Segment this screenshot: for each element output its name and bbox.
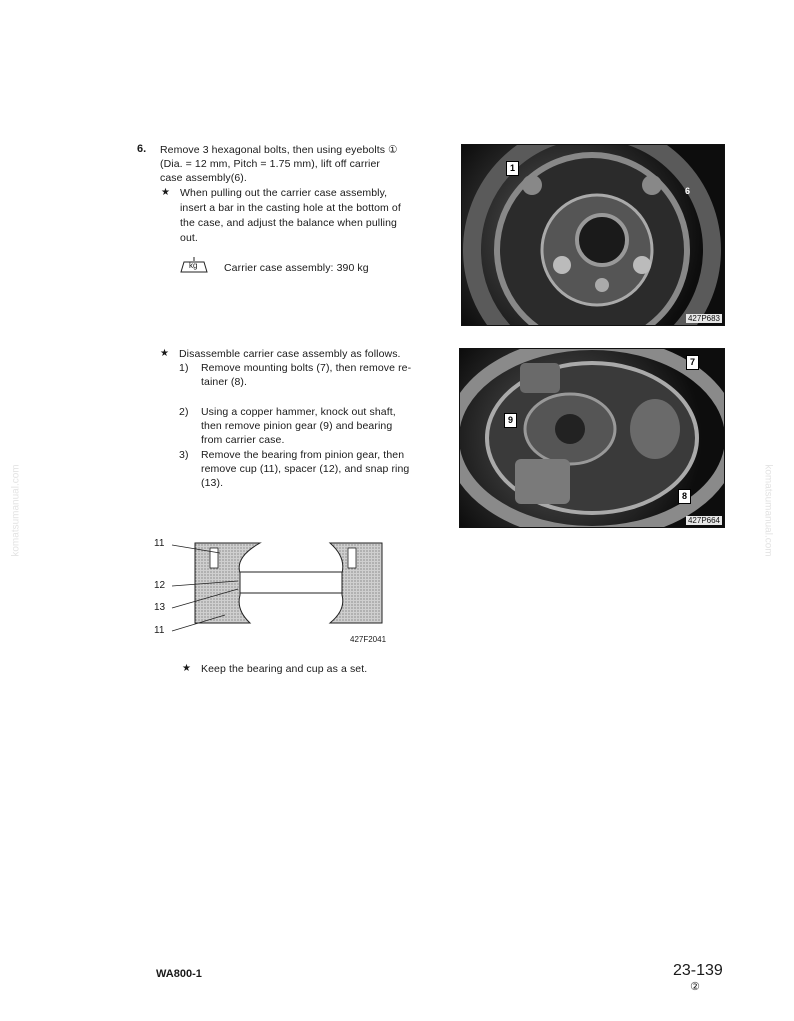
step-6-note-line-2: insert a bar in the casting hole at the bottom of <box>180 202 401 214</box>
pinion-gear-photo <box>459 348 725 528</box>
diagram-label-cup-bottom: 11 <box>154 625 165 636</box>
callout-bolts-7: 7 <box>686 355 699 370</box>
step-1-number: 1) <box>179 362 189 374</box>
step-3-line-2: remove cup (11), spacer (12), and snap ring <box>201 463 410 475</box>
step-6-note-line-3: the case, and adjust the balance when pulling <box>180 217 397 229</box>
photo-2-code: 427P664 <box>687 516 720 525</box>
diagram-label-cup-top: 11 <box>154 538 165 549</box>
callout-carrier-6: 6 <box>684 186 690 196</box>
diagram-label-spacer: 12 <box>154 580 166 591</box>
step-6-line-3: case assembly(6). <box>160 172 247 184</box>
step-6-note-line-1: When pulling out the carrier case assembly, <box>180 187 388 199</box>
watermark-left: komatsumanual.com <box>10 464 22 557</box>
step-1-line-2: tainer (8). <box>201 376 248 388</box>
footer-page-number: 23-139 <box>673 962 723 979</box>
footer-revision: ② <box>690 981 700 993</box>
step-2-line-1: Using a copper hammer, knock out shaft, <box>201 406 396 418</box>
callout-eyebolt-1: 1 <box>506 161 519 176</box>
step-3-number: 3) <box>179 449 189 461</box>
callout-retainer-8: 8 <box>678 489 691 504</box>
diagram-code: 427F2041 <box>350 635 387 644</box>
footer-model: WA800-1 <box>156 968 202 980</box>
step-3-line-1: Remove the bearing from pinion gear, then <box>201 449 405 461</box>
carrier-case-photo <box>461 144 725 326</box>
step-6-note-star: ★ <box>161 187 170 198</box>
step-2-line-3: from carrier case. <box>201 434 285 446</box>
step-2-number: 2) <box>179 406 189 418</box>
diagram-label-snap-ring: 13 <box>154 602 166 613</box>
keep-note-text: Keep the bearing and cup as a set. <box>201 663 368 675</box>
bearing-diagram <box>150 535 420 650</box>
step-3-line-3: (13). <box>201 477 224 489</box>
step-1-line-1: Remove mounting bolts (7), then remove re- <box>201 362 412 374</box>
weight-icon <box>179 256 209 273</box>
disassembly-intro: Disassemble carrier case assembly as follows. <box>179 348 401 360</box>
photo-1-code: 427P683 <box>687 314 720 323</box>
step-6-line-1: Remove 3 hexagonal bolts, then using eyebolts ① <box>160 144 398 156</box>
disassembly-star: ★ <box>160 348 169 359</box>
weight-text: Carrier case assembly: 390 kg <box>224 262 369 274</box>
watermark-right: komatsumanual.com <box>762 464 774 557</box>
step-6-note-line-4: out. <box>180 232 198 244</box>
keep-note-star: ★ <box>182 663 191 674</box>
weight-icon-text: kg <box>189 261 198 270</box>
step-6-number: 6. <box>137 143 147 155</box>
callout-pinion-9: 9 <box>504 413 517 428</box>
step-6-line-2: (Dia. = 12 mm, Pitch = 1.75 mm), lift off carrier <box>160 158 381 170</box>
step-2-line-2: then remove pinion gear (9) and bearing <box>201 420 393 432</box>
